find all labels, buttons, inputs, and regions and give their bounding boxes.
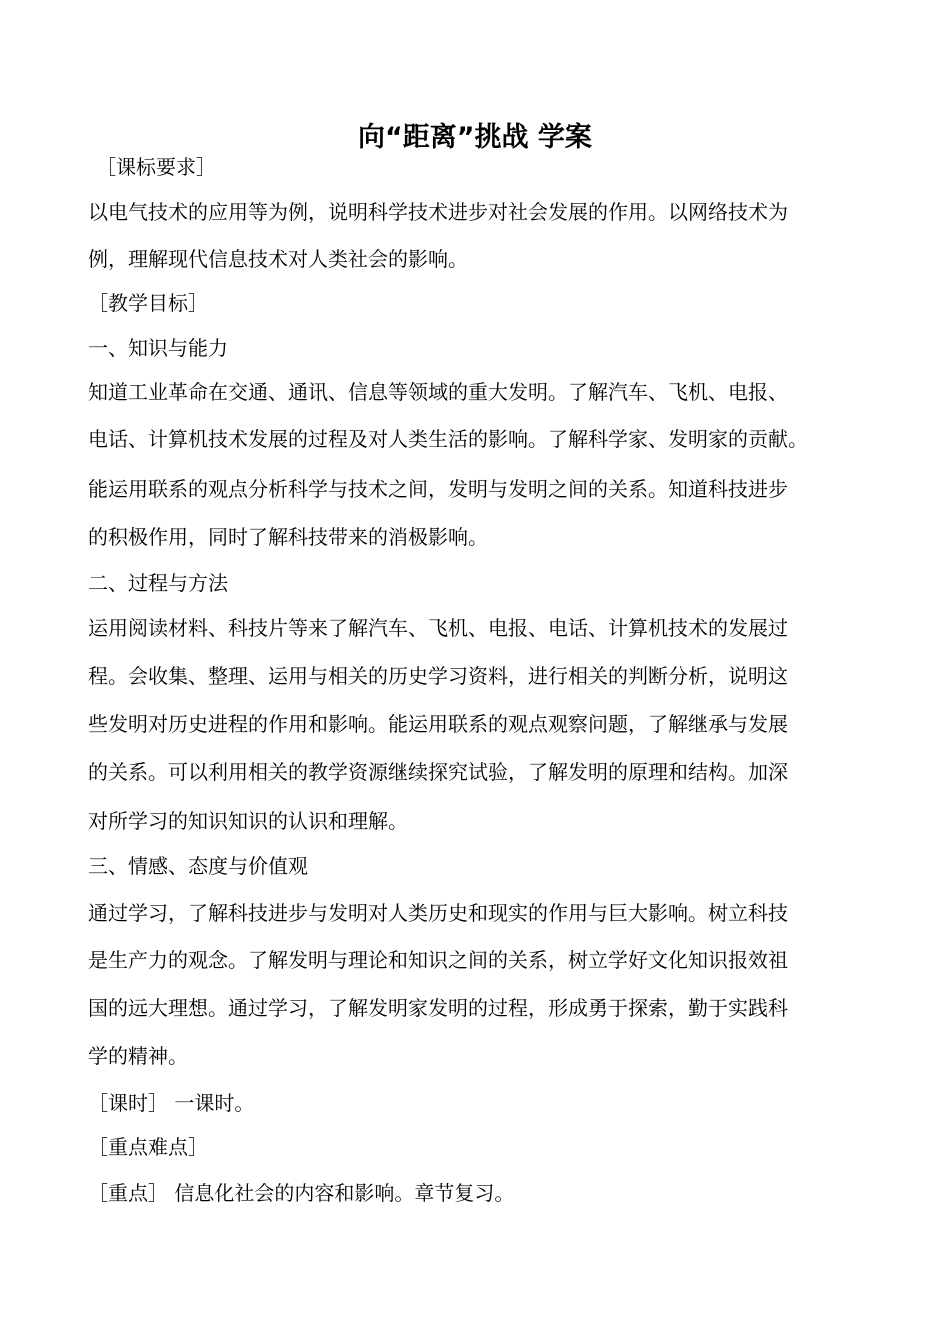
paragraph-line: 通过学习，了解科技进步与发明对人类历史和现实的作用与巨大影响。树立科技	[88, 901, 788, 925]
paragraph-line: 的关系。可以利用相关的教学资源继续探究试验，了解发明的原理和结构。加深	[88, 760, 788, 784]
paragraph-line: 能运用联系的观点分析科学与技术之间，发明与发明之间的关系。知道科技进步	[88, 477, 788, 501]
subsection-heading-values: 三、情感、态度与价值观	[88, 854, 308, 878]
paragraph-line: 例，理解现代信息技术对人类社会的影响。	[88, 247, 468, 271]
section-heading-curriculum-standards: ［课标要求］	[96, 155, 216, 179]
paragraph-line: 国的远大理想。通过学习，了解发明家发明的过程，形成勇于探索，勤于实践科	[88, 996, 788, 1020]
paragraph-line: 些发明对历史进程的作用和影响。能运用联系的观点观察问题，了解继承与发展	[88, 712, 788, 736]
paragraph-line: 的积极作用，同时了解科技带来的消极影响。	[88, 525, 488, 549]
subsection-heading-knowledge: 一、知识与能力	[88, 336, 228, 360]
paragraph-line: 以电气技术的应用等为例，说明科学技术进步对社会发展的作用。以网络技术为	[88, 200, 788, 224]
paragraph-line: 对所学习的知识知识的认识和理解。	[88, 809, 408, 833]
section-heading-teaching-goals: ［教学目标］	[88, 291, 208, 315]
document-title: 向“距离”挑战 学案	[358, 122, 592, 153]
paragraph-line: 学的精神。	[88, 1044, 188, 1068]
section-heading-key-points: ［重点难点］	[88, 1135, 208, 1159]
paragraph-line: 是生产力的观念。了解发明与理论和知识之间的关系，树立学好文化知识报效祖	[88, 948, 788, 972]
paragraph-line: 运用阅读材料、科技片等来了解汽车、飞机、电报、电话、计算机技术的发展过	[88, 616, 788, 640]
subsection-heading-process: 二、过程与方法	[88, 571, 228, 595]
paragraph-line: 电话、计算机技术发展的过程及对人类生活的影响。了解科学家、发明家的贡献。	[88, 427, 808, 451]
paragraph-line: 知道工业革命在交通、通讯、信息等领域的重大发明。了解汽车、飞机、电报、	[88, 380, 788, 404]
key-points-line: ［重点］ 信息化社会的内容和影响。章节复习。	[88, 1181, 515, 1205]
paragraph-line: 程。会收集、整理、运用与相关的历史学习资料，进行相关的判断分析，说明这	[88, 664, 788, 688]
class-hours-line: ［课时］ 一课时。	[88, 1091, 255, 1115]
